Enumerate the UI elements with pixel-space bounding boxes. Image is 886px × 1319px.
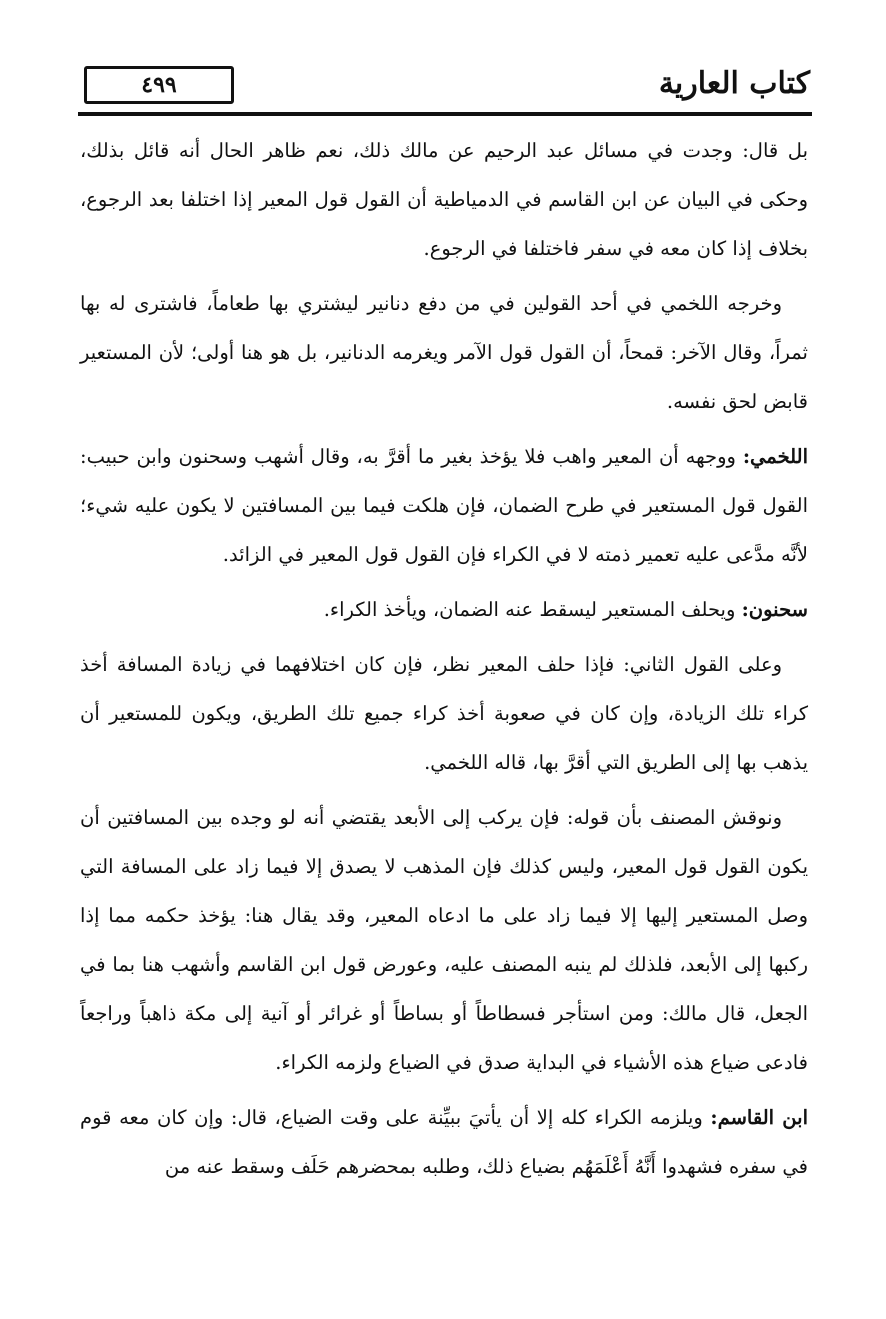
paragraph-2 [80, 279, 808, 426]
paragraph-text: ويلزمه الكراء كله إلا أن يأتيَ ببيِّنة على وقت الضياع، قال: وإن كان معه قوم في سفره فشهدوا أَنَّهُ أَعْلَمَهُم بضياع ذلك، وطلبه بمحضرهم حَلَف وسقط عنه من [80, 1106, 808, 1178]
paragraph-1 [80, 126, 808, 273]
paragraph-7 [80, 1093, 808, 1191]
page-body [80, 126, 808, 1197]
speaker-label: اللخمي: [742, 445, 808, 468]
book-title: كتاب العارية [658, 66, 810, 101]
paragraph-4 [80, 585, 808, 634]
paragraph-text: وعلى القول الثاني: فإذا حلف المعير نظر، فإن كان اختلافهما في زيادة المسافة أخذ كراء تلك الزيادة، وإن كان في صعوبة أخذ كراء جميع تلك الطريق، ويكون للمستعير أن يذهب بها إلى الطريق التي أقرَّ بها، قاله اللخمي. [80, 653, 808, 774]
paragraph-6 [80, 793, 808, 1087]
speaker-label: ابن القاسم: [710, 1106, 808, 1129]
paragraph-3 [80, 432, 808, 579]
paragraph-text: ويحلف المستعير ليسقط عنه الضمان، ويأخذ الكراء. [323, 598, 736, 621]
page-header [78, 58, 812, 118]
speaker-label: سحنون: [741, 598, 808, 621]
paragraph-text: ونوقش المصنف بأن قوله: فإن يركب إلى الأبعد يقتضي أنه لو وجده بين المسافتين أن يكون القول قول المعير، وليس كذلك فإن المذهب لا يصدق إلا فيما زاد على المسافة التي وصل المستعير إليها إلا فيما زاد على ما ادعاه المعير، وقد يقال هنا: يؤخذ حكمه مما إذا ركبها إلى الأبعد، فلذلك لم ينبه المصنف عليه، وعورض قول ابن القاسم وأشهب هنا بما في الجعل، قال مالك: ومن استأجر فسطاطاً أو بساطاً أو غرائر أو آنية إلى مكة ذاهباً وراجعاً فادعى ضياع هذه الأشياء في البداية صدق في الضياع ولزمه الكراء. [80, 806, 808, 1074]
paragraph-text: ووجهه أن المعير واهب فلا يؤخذ بغير ما أقرَّ به، وقال أشهب وسحنون وابن حبيب: القول قول المستعير في طرح الضمان، فإن هلكت فيما بين المسافتين لا يكون عليه شيء؛ لأنَّه مدَّعى عليه تعمير ذمته لا في الكراء فإن القول قول المعير في الزائد. [80, 445, 808, 566]
paragraph-5 [80, 640, 808, 787]
page-number: ٤٩٩ [84, 66, 234, 104]
paragraph-text: بل قال: وجدت في مسائل عبد الرحيم عن مالك ذلك، نعم ظاهر الحال أنه قائل بذلك، وحكى في البيان عن ابن القاسم في الدمياطية أن القول قول المعير إذا اختلفا بعد الرجوع، بخلاف إذا كان معه في سفر فاختلفا في الرجوع. [80, 139, 808, 260]
paragraph-text: وخرجه اللخمي في أحد القولين في من دفع دنانير ليشتري بها طعاماً، فاشترى له بها ثمراً، وقال الآخر: قمحاً، أن القول قول الآمر ويغرمه الدنانير، بل هو هنا أولى؛ لأن المستعير قابض لحق نفسه. [80, 292, 808, 413]
header-divider [78, 112, 812, 116]
